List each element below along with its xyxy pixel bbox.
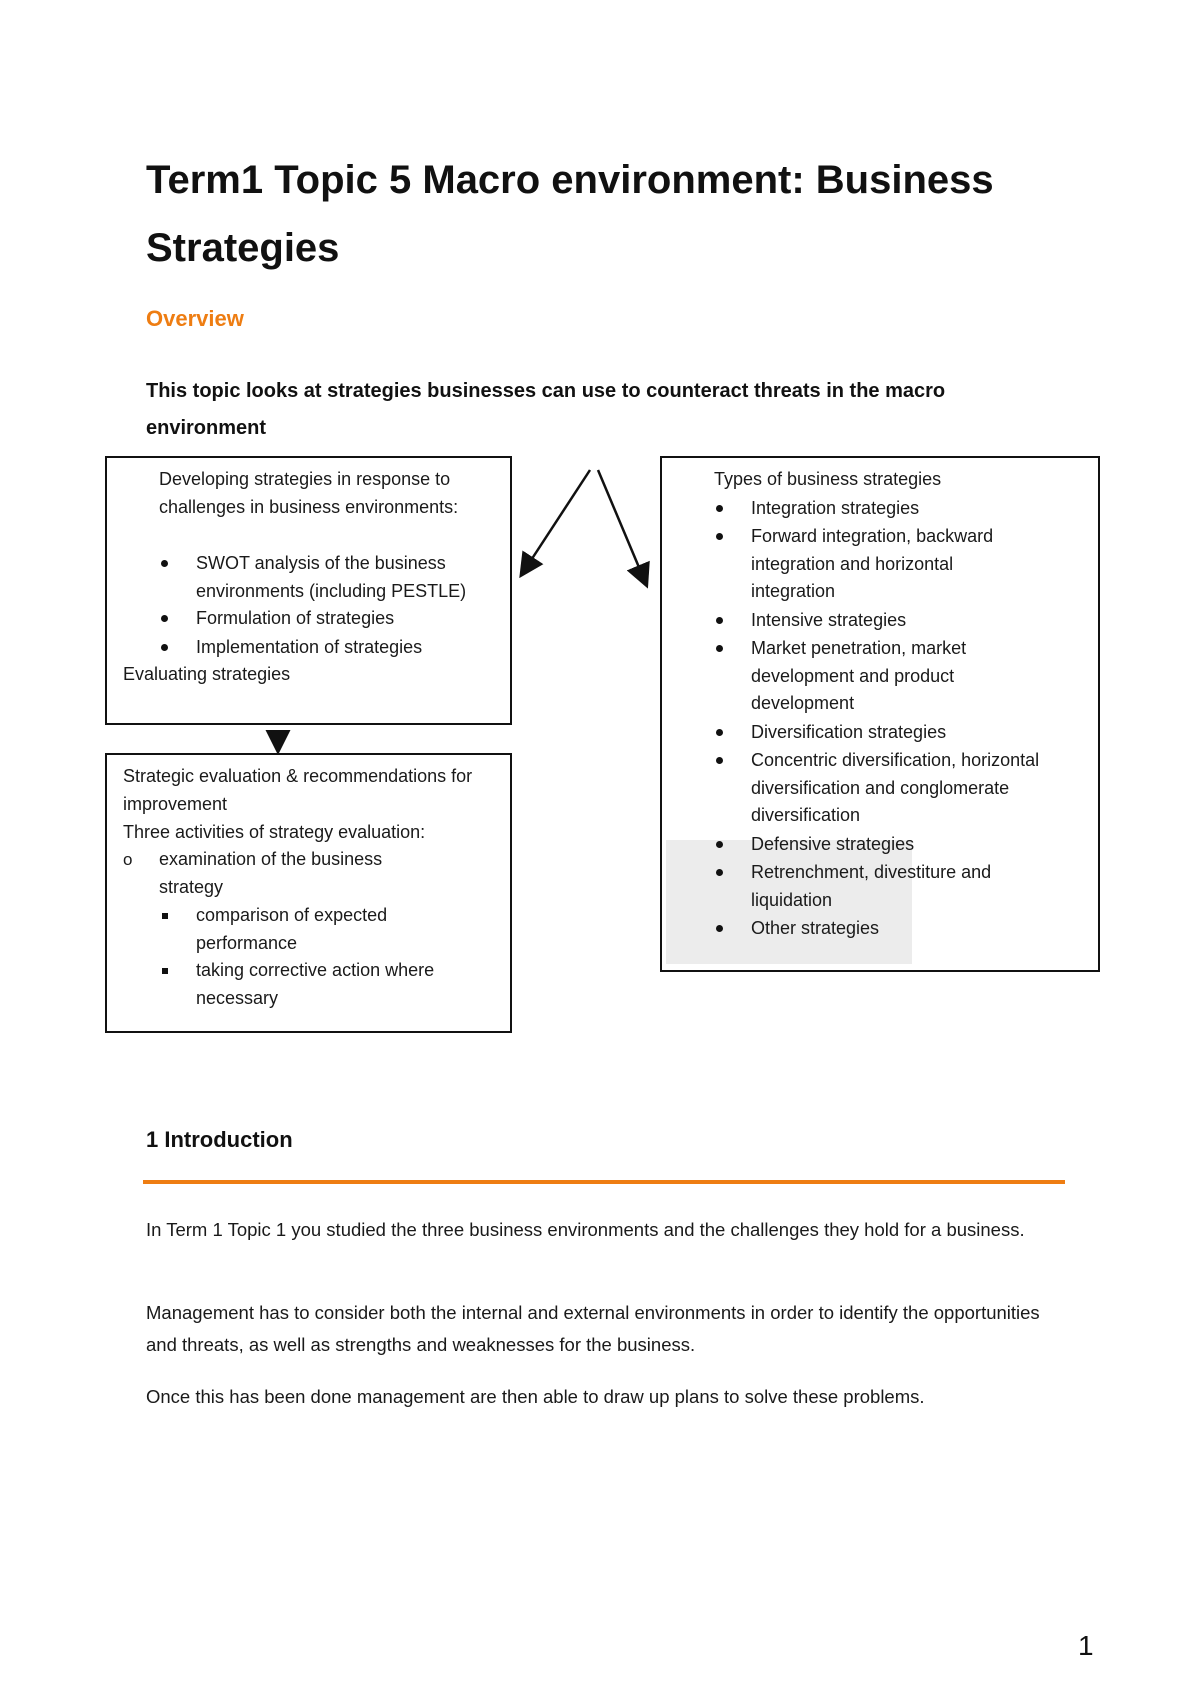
list-item [714,635,1014,718]
bullet-icon [716,729,723,736]
developing-heading: Developing strategies in response to challenges in business environments: [159,469,459,517]
page-number: 1 [1078,1630,1094,1661]
overview-lead: This topic looks at strategies businesses can use to counteract threats in the macro environment [146,380,946,439]
list-item-text: taking corrective action where necessary [196,960,435,1008]
list-item [714,915,1094,943]
list-item-text: comparison of expected performance [196,905,388,953]
evaluation-subheading: Three activities of strategy evaluation: [123,822,426,842]
page-title: Term1 Topic 5 Macro environment: Business Strategies [146,158,994,270]
bullet-icon [716,617,723,624]
arrow-to-developing-box [522,470,590,574]
evaluation-main-item-text: examination of the business strategy [159,849,383,897]
developing-footer: Evaluating strategies [123,664,291,684]
list-item-text: Retrenchment, divestiture and liquidation [751,862,992,910]
list-item-text: Diversification strategies [751,722,947,742]
evaluation-heading: Strategic evaluation & recommendations for improvement [123,766,473,814]
square-bullet-icon [162,968,168,974]
bullet-icon [161,644,168,651]
evaluation-main-item [123,846,503,901]
arrow-to-types-box [598,470,646,584]
list-item [714,523,1014,606]
types-of-strategies-box [660,456,1100,972]
list-item-text: Defensive strategies [751,834,915,854]
developing-strategies-box [105,456,512,725]
bullet-icon [716,925,723,932]
bullet-icon [161,560,168,567]
list-item-text: Forward integration, backward integration and horizontal integration [751,526,994,601]
list-item-text: SWOT analysis of the business environments (including PESTLE) [196,553,467,601]
list-item [714,831,1094,859]
list-item [159,902,499,957]
list-item-text: Intensive strategies [751,610,907,630]
list-item [159,550,499,605]
list-item-text: Integration strategies [751,498,920,518]
list-item [714,495,1094,523]
list-item-text: Formulation of strategies [196,608,395,628]
section-divider [143,1180,1065,1184]
list-item [159,634,499,662]
bullet-icon [716,757,723,764]
bullet-icon [716,645,723,652]
list-item [714,607,1094,635]
bullet-icon [161,615,168,622]
list-item-text: Concentric diversification, horizontal diversification and conglomerate diversification [751,750,1040,825]
intro-paragraph: Once this has been done management are then able to draw up plans to solve these problems. [146,1386,925,1407]
overview-heading: Overview [146,306,244,331]
bullet-icon [716,841,723,848]
strategic-evaluation-box [105,753,512,1033]
list-item-text: Implementation of strategies [196,637,423,657]
list-item-text: Other strategies [751,918,880,938]
intro-paragraph: Management has to consider both the internal and external environments in order to identify the opportunities and threats, as well as strengths and weaknesses for the business. [146,1302,1040,1355]
types-heading: Types of business strategies [714,469,942,489]
square-bullet-icon [162,913,168,919]
list-item [714,747,1096,830]
bullet-icon [716,533,723,540]
section-heading: 1 Introduction [146,1127,293,1152]
circle-bullet-icon: o [123,850,133,869]
intro-paragraph: In Term 1 Topic 1 you studied the three business environments and the challenges they hold for a business. [146,1219,1025,1240]
list-item-text: Market penetration, market development and product development [751,638,967,713]
list-item [714,719,1094,747]
bullet-icon [716,505,723,512]
list-item [714,859,1034,914]
bullet-icon [716,869,723,876]
list-item [159,957,499,1012]
list-item [159,605,499,633]
